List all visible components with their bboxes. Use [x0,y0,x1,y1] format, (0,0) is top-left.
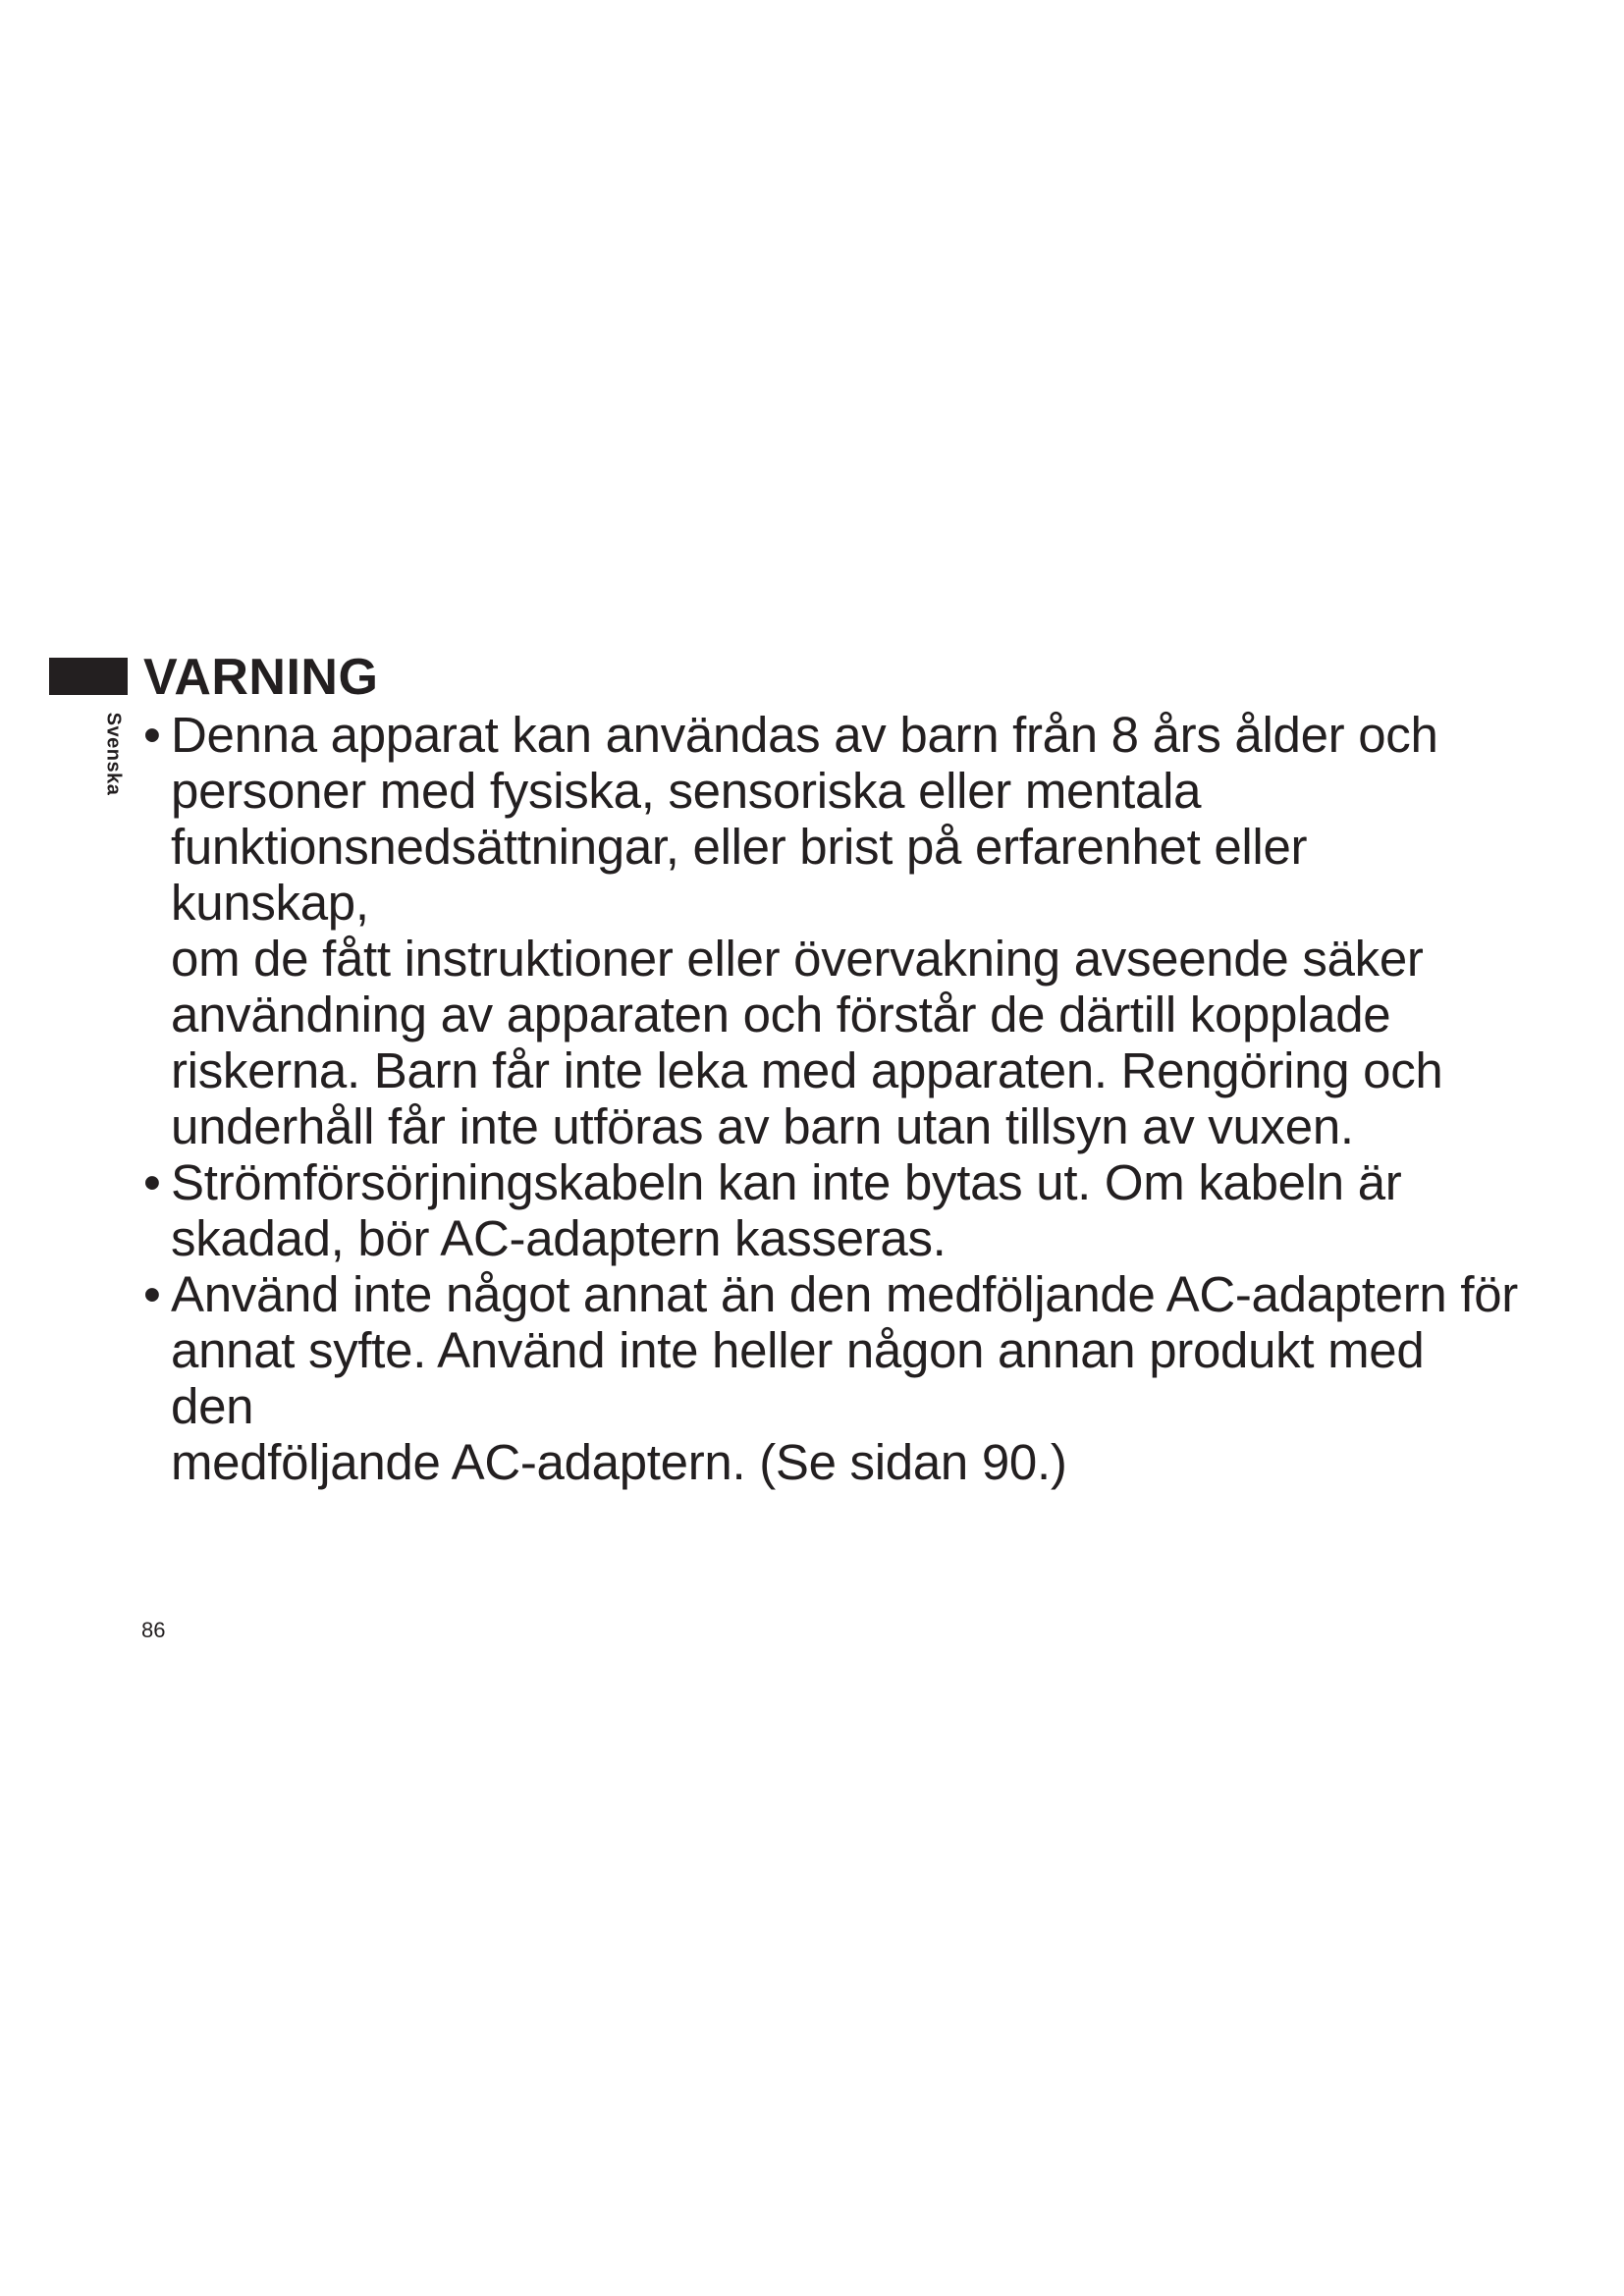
warning-item [143,1266,1518,1490]
warning-item-line: personer med fysiska, sensoriska eller mentala [171,763,1202,819]
bullet-icon: • [143,1154,161,1210]
warning-item-line: riskerna. Barn får inte leka med apparaten. Rengöring och [171,1042,1443,1098]
page-number: 86 [141,1618,166,1642]
warning-list [143,707,1518,1490]
warning-item-line: Strömförsörjningskabeln kan inte bytas ut. Om kabeln är [171,1154,1402,1210]
warning-item-line: om de fått instruktioner eller övervakning avseende säker [171,931,1424,987]
warning-item-line: underhåll får inte utföras av barn utan tillsyn av vuxen. [171,1098,1354,1154]
language-tab-marker [49,658,128,695]
warning-item-line: funktionsnedsättningar, eller brist på erfarenhet eller kunskap, [171,819,1308,931]
language-tab-label: Svenska [102,712,125,796]
warning-section [143,650,1518,1490]
warning-item-line: Denna apparat kan användas av barn från 8 års ålder och [171,707,1438,763]
warning-item-line: skadad, bör AC-adaptern kasseras. [171,1210,947,1266]
warning-item-line: användning av apparaten och förstår de därtill kopplade [171,987,1391,1042]
warning-item-line: Använd inte något annat än den medföljande AC-adaptern för [171,1266,1518,1322]
warning-item [143,1154,1518,1266]
warning-heading: VARNING [143,649,379,706]
warning-item [143,707,1518,1154]
bullet-icon: • [143,1266,161,1322]
bullet-icon: • [143,707,161,763]
warning-item-line: medföljande AC-adaptern. (Se sidan 90.) [171,1434,1067,1490]
warning-item-line: annat syfte. Använd inte heller någon annan produkt med den [171,1322,1425,1434]
